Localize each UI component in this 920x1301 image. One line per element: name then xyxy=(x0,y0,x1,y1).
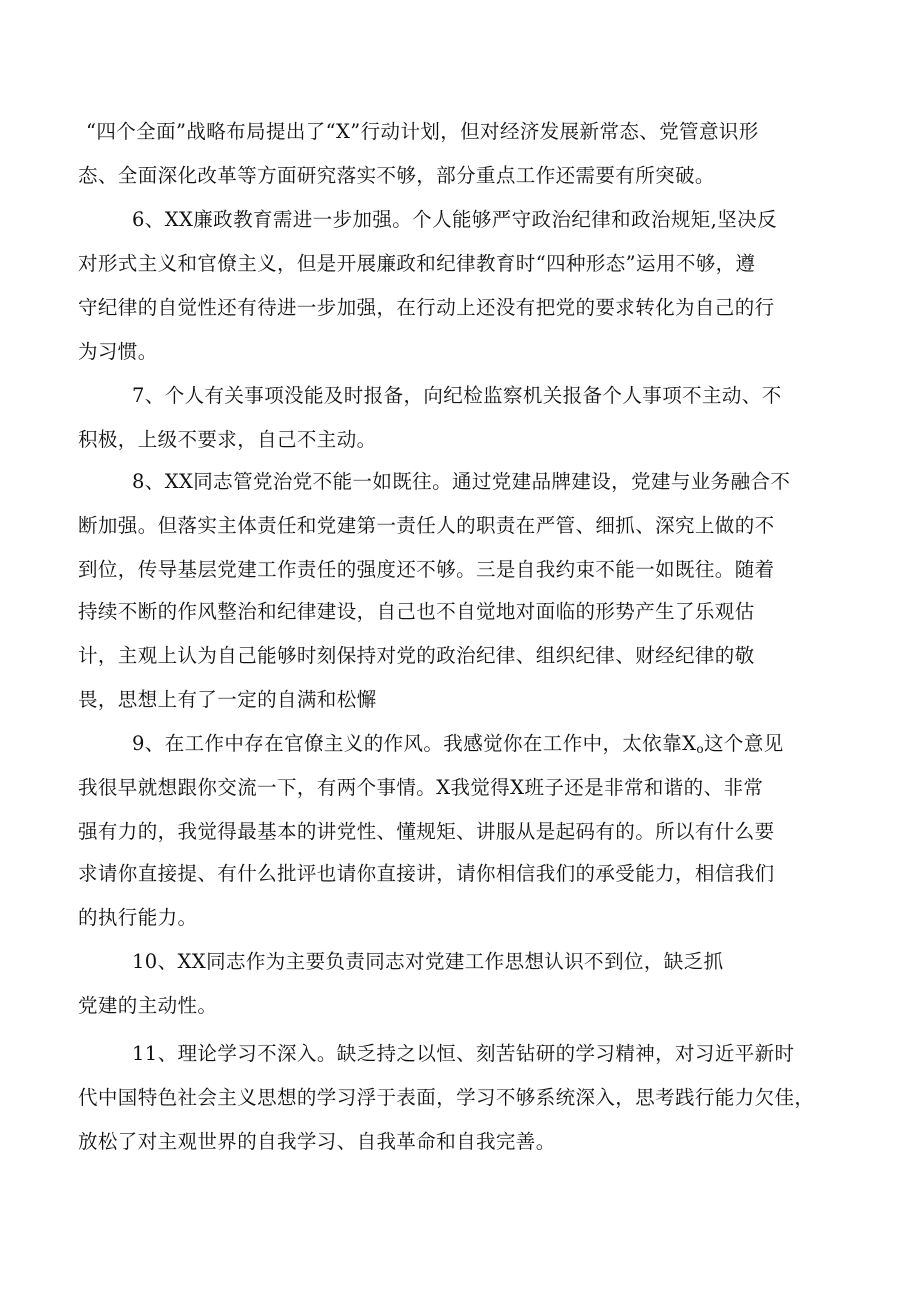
paragraph-line: 6、XX廉政教育需进一步加强。个人能够严守政治纪律和政治规矩,坚决反 xyxy=(132,208,777,231)
paragraph-line: 11、理论学习不深入。缺乏持之以恒、刻苦钻研的学习精神，对习近平新时 xyxy=(132,1042,795,1065)
paragraph-line: 断加强。但落实主体责任和党建第一责任人的职责在严管、细抓、深究上做的不 xyxy=(78,514,775,537)
paragraph-line: 畏，思想上有了一定的自满和松懈 xyxy=(78,688,377,711)
paragraph-line: 强有力的，我觉得最基本的讲党性、懂规矩、讲服从是起码有的。所以有什么要 xyxy=(78,820,775,843)
paragraph-line: 积极，上级不要求，自己不主动。 xyxy=(78,428,377,451)
line-text-tail: 这个意见 xyxy=(704,732,784,755)
paragraph-line: “四个全面”战略布局提出了“X”行动计划，但对经济发展新常态、党管意识形 xyxy=(86,120,759,143)
paragraph-line xyxy=(132,730,784,763)
paragraph-line: 求请你直接提、有什么批评也请你直接讲，请你相信我们的承受能力，相信我们 xyxy=(78,862,775,885)
paragraph-line: 守纪律的自觉性还有待进一步加强，在行动上还没有把党的要求转化为自己的行 xyxy=(78,296,775,319)
paragraph-line: 态、全面深化改革等方面研究落实不够，部分重点工作还需要有所突破。 xyxy=(78,164,715,187)
paragraph-line: 8、XX同志管党治党不能一如既往。通过党建品牌建设，党建与业务融合不 xyxy=(132,470,791,493)
paragraph-line: 10、XX同志作为主要负责同志对党建工作思想认识不到位，缺乏抓 xyxy=(132,950,724,973)
line-text: 9、在工作中存在官僚主义的作风。我感觉你在工作中，太依靠X xyxy=(132,732,697,755)
paragraph-line: 对形式主义和官僚主义，但是开展廉政和纪律教育时“四种形态”运用不够，遵 xyxy=(78,252,756,275)
paragraph-line: 为习惯。 xyxy=(78,340,158,363)
paragraph-line: 代中国特色社会主义思想的学习浮于表面，学习不够系统深入，思考践行能力欠佳， xyxy=(78,1086,815,1109)
paragraph-line: 7、个人有关事项没能及时报备，向纪检监察机关报备个人事项不主动、不 xyxy=(132,384,782,407)
paragraph-line: 持续不断的作风整治和纪律建设，自己也不自觉地对面临的形势产生了乐观估 xyxy=(78,600,755,623)
subscript-text: o xyxy=(696,742,705,756)
paragraph-line: 党建的主动性。 xyxy=(78,994,218,1017)
paragraph-line: 我很早就想跟你交流一下，有两个事情。X我觉得X班子还是非常和谐的、非常 xyxy=(78,776,764,799)
paragraph-line: 计，主观上认为自己能够时刻保持对党的政治纪律、组织纪律、财经纪律的敬 xyxy=(78,644,755,667)
paragraph-line: 到位，传导基层党建工作责任的强度还不够。三是自我约束不能一如既往。随着 xyxy=(78,558,775,581)
paragraph-line: 放松了对主观世界的自我学习、自我革命和自我完善。 xyxy=(78,1130,556,1153)
paragraph-line: 的执行能力。 xyxy=(78,906,198,929)
